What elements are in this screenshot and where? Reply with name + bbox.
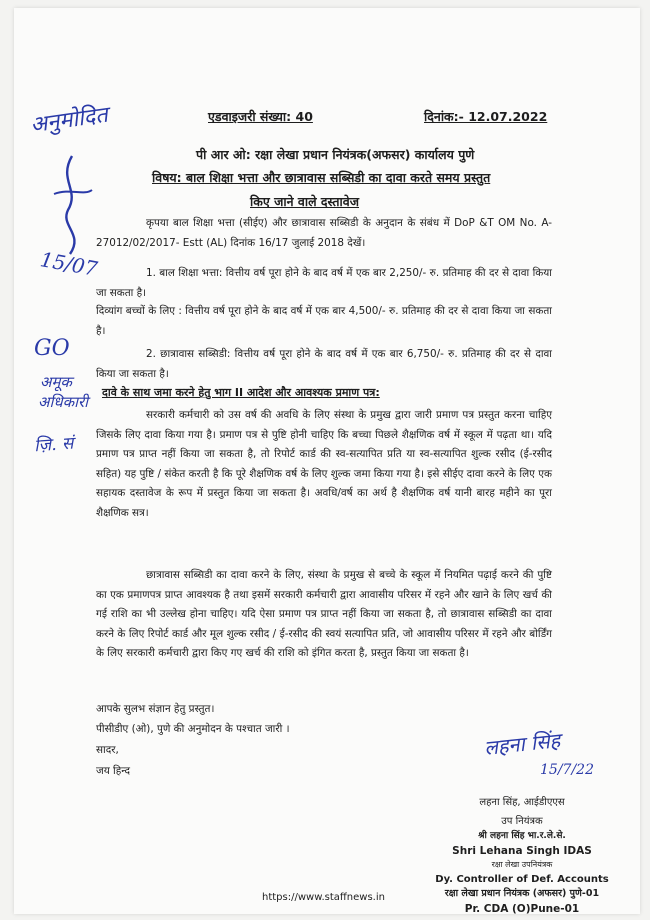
- intro-paragraph: कृपया बाल शिक्षा भत्ता (सीईए) और छात्रावास सब्सिडी के अनुदान के संबंध में DoP &T OM No. A-27012/02/2017- Estt (AL) दिनांक 16/17 जुलाई 2018 देखें।: [96, 217, 552, 249]
- section-heading: दावे के साथ जमा करने हेतु भाग II आदेश और आवश्यक प्रमाण पत्र:: [102, 386, 380, 399]
- paragraph-1: सरकारी कर्मचारी को उस वर्ष की अवधि के लिए संस्था के प्रमुख द्वारा जारी प्रमाण पत्र प्रस्तुत करना चाहिए जिसके लिए दावा किया गया है। प्रमाण पत्र से पुष्टि होनी चाहिए कि बच्चा पिछले शैक्षणिक वर्ष में स्कूल में पढ़ता था। यदि प्रमाण पत्र प्राप्त नहीं किया जा सकता है, तो रिपोर्ट कार्ड की स्व-सत्यापित प्रति या स्व-सत्यापित शुल्क रसीद (ई-रसीद सहित) यह पुष्टि / संकेत करती है कि पूरे शैक्षणिक वर्ष के लिए शुल्क जमा किया गया है। इसे सीईए दावा करने के लिए एक सहायक दस्तावेज के रूप में प्रस्तुत किया जा सकता है। अवधि/वर्ष का अर्थ है शैक्षणिक वर्ष यानी बारह महीने का पूरा शैक्षणिक सत्र।: [96, 409, 552, 519]
- divyang-note: दिव्यांग बच्चों के लिए : वित्तीय वर्ष पूरा होने के बाद वर्ष में एक बार 4,500/- रु. प्रतिमाह की दर से दावा किया जा सकता है।: [96, 305, 552, 337]
- stamp-english-name: Shri Lehana Singh IDAS: [452, 844, 592, 857]
- point-2: 2. छात्रावास सब्सिडी: वित्तीय वर्ष पूरा होने के बाद वर्ष में एक बार 6,750/- रु. प्रतिमाह की दर से दावा किया जा सकता है।: [96, 348, 552, 380]
- margin-note-6: ज़ि. सं: [33, 433, 75, 457]
- margin-initial-scribble: [40, 150, 100, 260]
- subject-line-2: किए जाने वाले दस्तावेज: [250, 194, 360, 209]
- handwritten-signature: लहना सिंह: [483, 728, 562, 760]
- margin-note-go: GO: [34, 336, 70, 361]
- closing-line-1: आपके सुलभ संज्ञान हेतु प्रस्तुत।: [96, 703, 215, 715]
- stamp-hindi-designation: रक्षा लेखा उपनियंत्रक: [491, 860, 553, 869]
- closing-line-2: पीसीडीए (ओ), पुणे की अनुमोदन के पश्चात जारी ।: [96, 723, 290, 735]
- closing-line-4: जय हिन्द: [96, 765, 130, 777]
- signatory-name: लहना सिंह, आईडीएएस: [479, 797, 565, 808]
- margin-note-5: अधिकारी: [38, 393, 88, 411]
- stamp-english-office: Pr. CDA (O)Pune-01: [464, 902, 580, 915]
- point-1: 1. बाल शिक्षा भत्ता: वित्तीय वर्ष पूरा होने के बाद वर्ष में एक बार 2,250/- रु. प्रतिमाह की दर से दावा किया जा सकता है।: [96, 267, 552, 299]
- subject-line-1: विषय: बाल शिक्षा भत्ता और छात्रावास सब्सिडी का दावा करते समय प्रस्तुत: [152, 170, 491, 185]
- margin-note-4: अमूक: [40, 373, 72, 391]
- closing-line-3: सादर,: [96, 744, 119, 756]
- handwritten-signature-date: 15/7/22: [540, 762, 594, 778]
- margin-note-date: 15/07: [38, 247, 100, 281]
- stamp-english-designation: Dy. Controller of Def. Accounts: [435, 873, 609, 885]
- advisory-date: दिनांक:- 12.07.2022: [424, 109, 548, 124]
- signatory-designation: उप नियंत्रक: [501, 815, 543, 827]
- signature-block: [412, 796, 632, 916]
- margin-note-approved: अनुमोदित: [28, 102, 110, 139]
- stamp-hindi-office: रक्षा लेखा प्रधान नियंत्रक (अफसर) पुणे-01: [444, 888, 600, 899]
- office-line: पी आर ओ: रक्षा लेखा प्रधान नियंत्रक(अफसर) कार्यालय पुणे: [196, 147, 475, 162]
- footer-url: https://www.staffnews.in: [262, 892, 385, 903]
- paragraph-2: छात्रावास सब्सिडी का दावा करने के लिए, संस्था के प्रमुख से बच्चे के स्कूल में नियमित पढ़ाई करने की पुष्टि का एक प्रमाणपत्र प्राप्त आवश्यक है तथा इसमें सरकारी कर्मचारी द्वारा आवासीय परिसर में रहने और खाने के लिए खर्च की गई राशि का भी उल्लेख होना चाहिए। यदि ऐसा प्रमाण पत्र प्राप्त नहीं किया जा सकता है, तो छात्रावास सब्सिडी का दावा करने के लिए रिपोर्ट कार्ड और मूल शुल्क रसीद / ई-रसीद की स्वयं सत्यापित प्रति, जो आवासीय परिसर में रहने और बोर्डिंग के लिए सरकारी कर्मचारी द्वारा किए गए खर्च की राशि को इंगित करता है, प्रस्तुत किया जा सकता है।: [96, 569, 552, 660]
- stamp-hindi-name: श्री लहना सिंह भा.र.ले.से.: [478, 831, 566, 841]
- advisory-number: एडवाइजरी संख्या: 40: [208, 109, 313, 124]
